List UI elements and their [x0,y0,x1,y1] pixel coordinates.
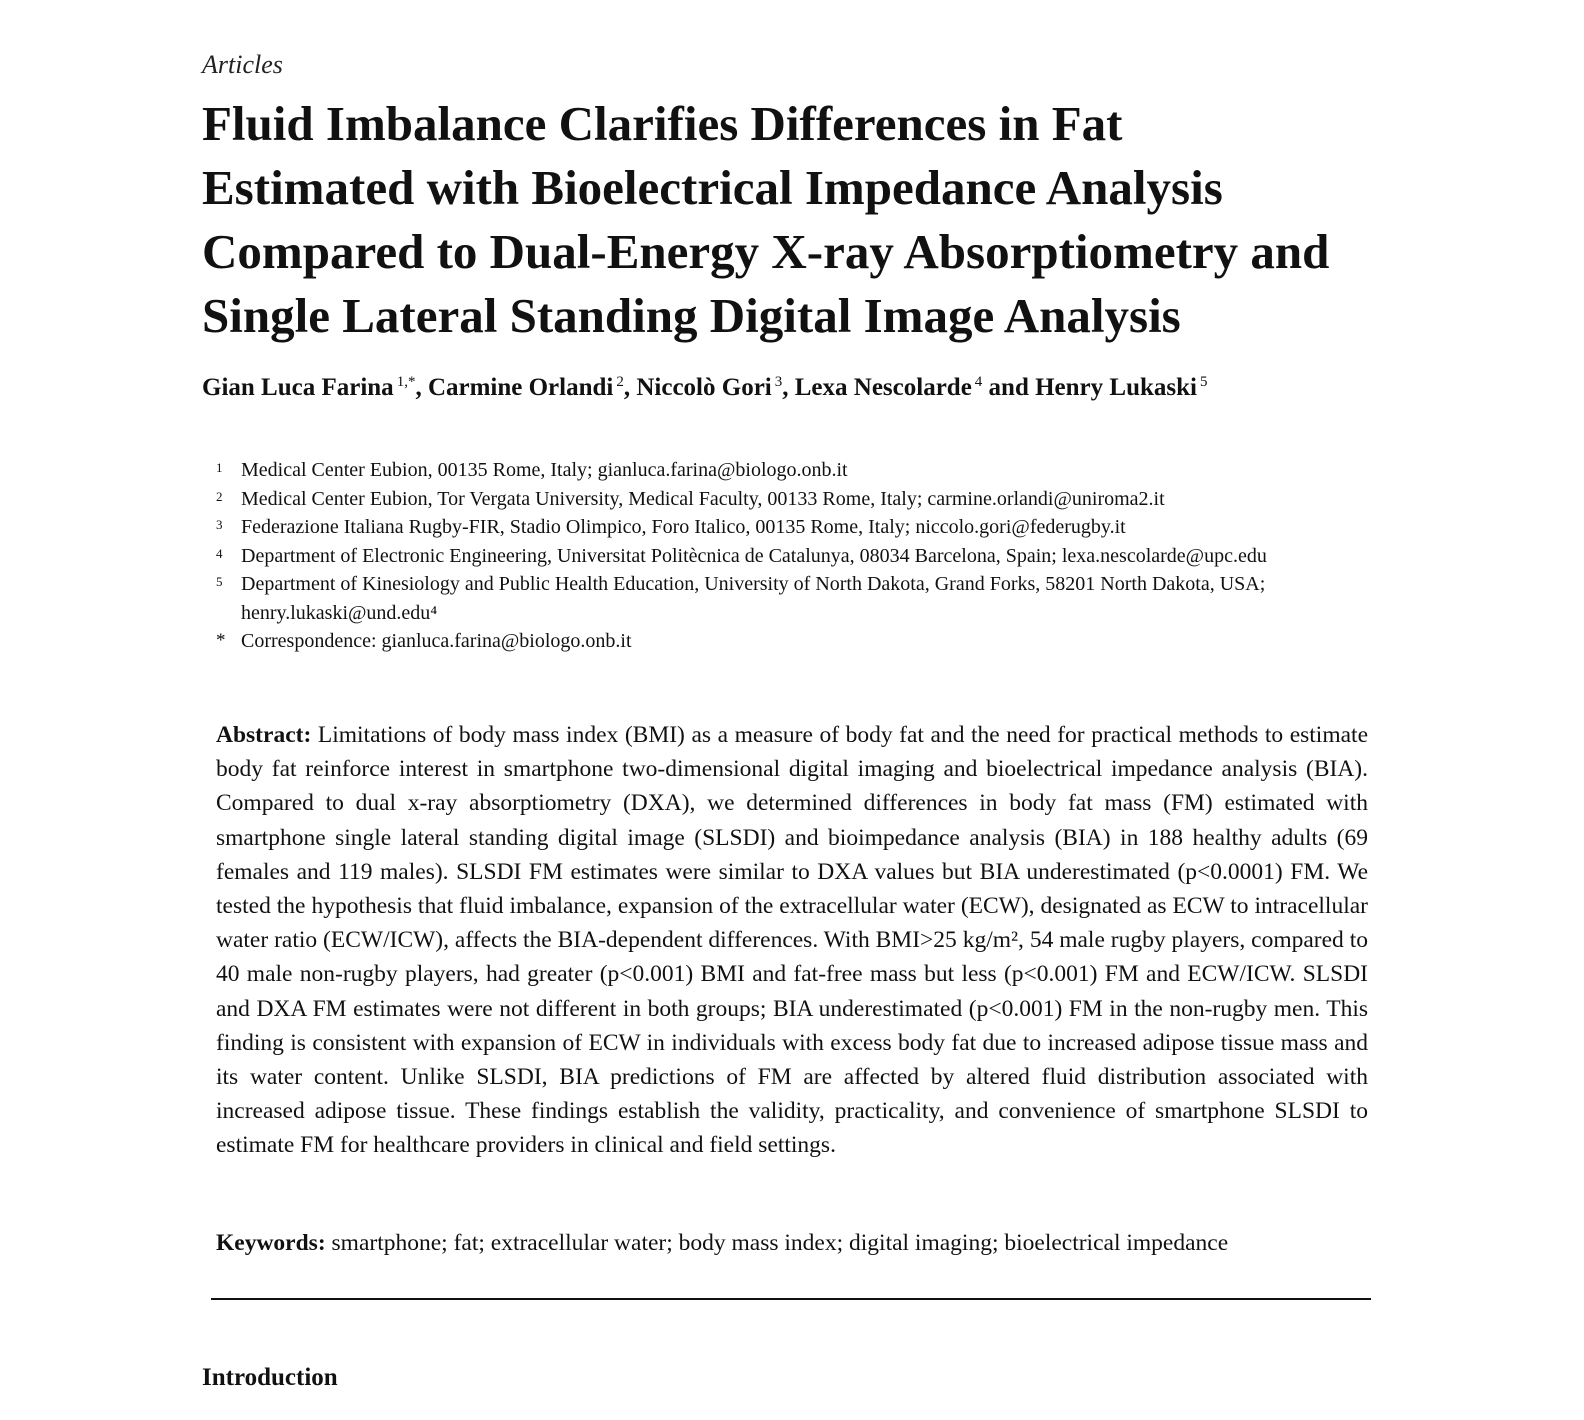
title-line: Estimated with Bioelectrical Impedance Analysis [202,160,1223,215]
correspondence-mark: * [216,630,226,651]
author-affiliation-mark: 3 [774,374,783,390]
affiliation-number: 2 [216,488,223,504]
keywords [216,1230,1376,1257]
keywords-label: Keywords: [216,1230,326,1256]
author-affiliation-mark: 4 [974,374,983,390]
author-list [202,374,1207,402]
affiliation-number: 5 [216,574,223,589]
title-line: Compared to Dual-Energy X-ray Absorptiometry and [202,224,1330,279]
affiliation-list [216,456,1356,656]
author-name: Lexa Nescolarde [794,374,972,401]
abstract-label: Abstract: [216,722,312,748]
section-label: Articles [202,50,283,79]
author-affiliation-mark: 2 [616,374,624,390]
author-name: Carmine Orlandi [427,374,614,401]
abstract [216,718,1368,1163]
affiliation-item [216,485,1356,514]
correspondence-item [216,627,1356,656]
affiliation-number: 4 [216,545,223,561]
affiliation-text: Department of Electronic Engineering, Universitat Politècnica de Catalunya, 08034 Barcelona, Spain; lexa.nescolarde@upc.edu [241,544,1267,567]
affiliation-text: Department of Kinesiology and Public Health Education, University of North Dakota, Grand Forks, 58201 North Dakota, USA; henry.lukaski@und.edu⁴ [241,573,1266,624]
author-affiliation-mark: 1,* [396,374,416,390]
affiliation-item [216,513,1356,542]
author-separator: , [782,374,795,401]
title-line: Fluid Imbalance Clarifies Differences in Fat [202,96,1123,151]
affiliation-number: 3 [216,517,223,532]
correspondence-text: Correspondence: gianluca.farina@biologo.onb.it [241,630,632,652]
affiliation-item [216,456,1356,485]
author-affiliation-mark: 5 [1199,374,1208,390]
author-name: Henry Lukaski [1035,374,1197,401]
author-name: Gian Luca Farina [202,374,394,401]
affiliation-text: Medical Center Eubion, Tor Vergata University, Medical Faculty, 00133 Rome, Italy; carmine.orlandi@uniroma2.it [241,487,1165,510]
author-separator: , [415,374,428,401]
keywords-text: smartphone; fat; extracellular water; body mass index; digital imaging; bioelectrical impedance [331,1230,1229,1256]
affiliation-text: Medical Center Eubion, 00135 Rome, Italy; gianluca.farina@biologo.onb.it [241,459,848,481]
abstract-text: Limitations of body mass index (BMI) as a measure of body fat and the need for practical methods to estimate body fat reinforce interest in smartphone two-dimensional digital imaging and bioelectrical impedance analysis (BIA). Compared to dual x-ray absorptiometry (DXA), we determined differences in body fat mass (FM) estimated with smartphone single lateral standing digital image (SLSDI) and bioimpedance analysis (BIA) in 188 healthy adults (69 females and 119 males). SLSDI FM estimates were similar to DXA values but BIA underestimated (p<0.0001) FM. We tested the hypothesis that fluid imbalance, expansion of the extracellular water (ECW), designated as ECW to intracellular water ratio (ECW/ICW), affects the BIA-dependent differences. With BMI>25 kg/m², 54 male rugby players, compared to 40 male non-rugby players, had greater (p<0.001) BMI and fat-free mass but less (p<0.001) FM and ECW/ICW. SLSDI and DXA FM estimates were not different in both groups; BIA underestimated (p<0.001) FM in the non-rugby men. This finding is consistent with expansion of ECW in individuals with excess body fat due to increased adipose tissue mass and its water content. Unlike SLSDI, BIA predictions of FM are affected by altered fluid distribution associated with increased adipose tissue. These findings establish the validity, practicality, and convenience of smartphone SLSDI to estimate FM for healthcare providers in clinical and field settings. [216,722,1368,1159]
section-divider [211,1298,1371,1300]
author-separator: , [623,374,637,401]
affiliation-item [216,570,1356,627]
paper-title [202,92,1402,348]
affiliation-item [216,542,1356,571]
introduction-heading: Introduction [202,1364,338,1391]
affiliation-text: Federazione Italiana Rugby-FIR, Stadio Olimpico, Foro Italico, 00135 Rome, Italy; niccolo.gori@federugby.it [241,516,1126,538]
author-name: Niccolò Gori [636,374,772,401]
affiliation-number: 1 [216,460,223,475]
title-line: Single Lateral Standing Digital Image Analysis [202,288,1181,343]
author-separator: and [982,374,1036,401]
